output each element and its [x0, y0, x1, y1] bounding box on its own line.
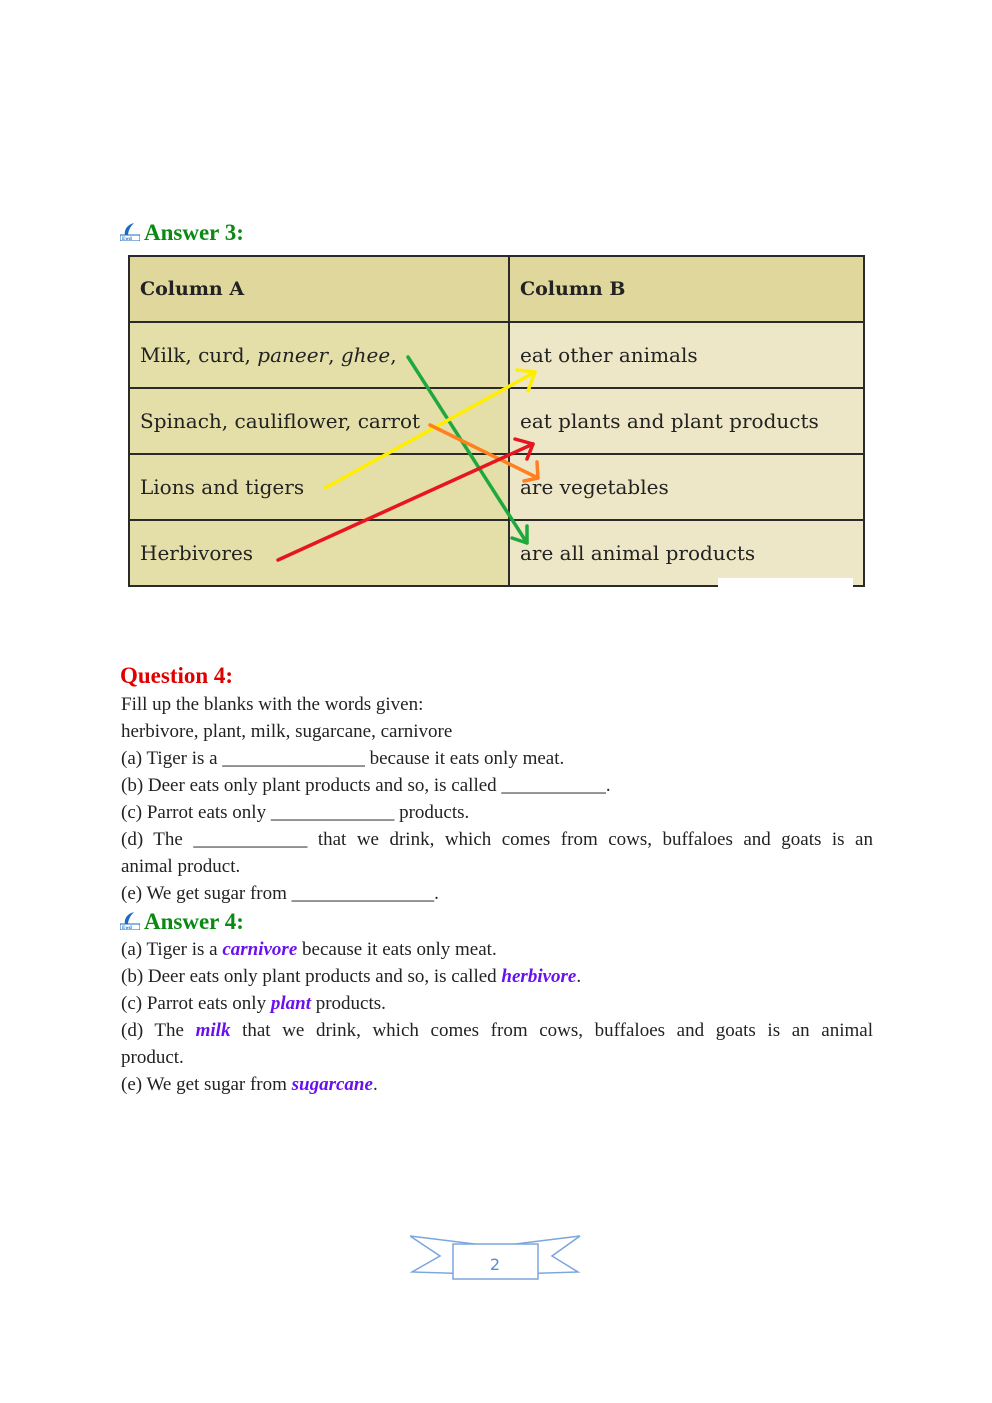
cell-b: eat other animals [509, 322, 864, 388]
quill-icon [120, 223, 140, 241]
white-mask [718, 578, 853, 591]
answer4-body: (a) Tiger is a carnivore because it eats only meat. (b) Deer eats only plant products and so, is called herbivore. (c) Parrot eats only plant products. (d) The milk that we drink, which comes from cows, buffaloes and goats is an animal product. (e) We get sugar from sugarcane. [121, 936, 873, 1098]
question4-heading: Question 4: [120, 663, 234, 688]
answer4-heading: Ewd Answer 4: [122, 909, 244, 934]
cell-a: Spinach, cauliflower, carrot [129, 388, 509, 454]
table-row [129, 388, 864, 454]
column-a-header: Column A [129, 256, 509, 322]
svg-text:Ewd: Ewd [122, 926, 132, 930]
page-number-ribbon [410, 1234, 582, 1284]
column-b-header: Column B [509, 256, 864, 322]
question4-body: Fill up the blanks with the words given: herbivore, plant, milk, sugarcane, carnivore (a) Tiger is a _______________ because it eats only meat. (b) Deer eats only plant products and so, is called ___________. (c) Parrot eats only _____________ products. (d) The ____________ that we drink, which comes from cows, buffaloes and goats is an animal product. (e) We get sugar from _______________. [121, 694, 873, 904]
answer-line: (c) Parrot eats only plant products. [121, 993, 386, 1014]
table-row [129, 520, 864, 586]
svg-text:Ewd: Ewd [122, 237, 132, 241]
table-row [129, 454, 864, 520]
cell-b: are vegetables [509, 454, 864, 520]
cell-a: Herbivores [129, 520, 509, 586]
answer-line: (a) Tiger is a carnivore because it eats only meat. [121, 939, 497, 960]
cell-b: eat plants and plant products [509, 388, 864, 454]
page-number: 2 [489, 1255, 501, 1274]
matching-table [128, 255, 865, 587]
cell-b: are all animal products [509, 520, 864, 586]
answer-line: (d) The milk that we drink, which comes from cows, buffaloes and goats is an animal [121, 1020, 873, 1041]
answer-line: (b) Deer eats only plant products and so, is called herbivore. [121, 966, 582, 987]
cell-a: Lions and tigers [129, 454, 509, 520]
quill-icon [120, 912, 140, 930]
cell-a: Milk, curd, paneer, ghee, [129, 322, 509, 388]
answer-line: (e) We get sugar from sugarcane. [121, 1074, 378, 1095]
table-row [129, 322, 864, 388]
answer3-heading: Ewd Answer 3: [122, 220, 244, 245]
